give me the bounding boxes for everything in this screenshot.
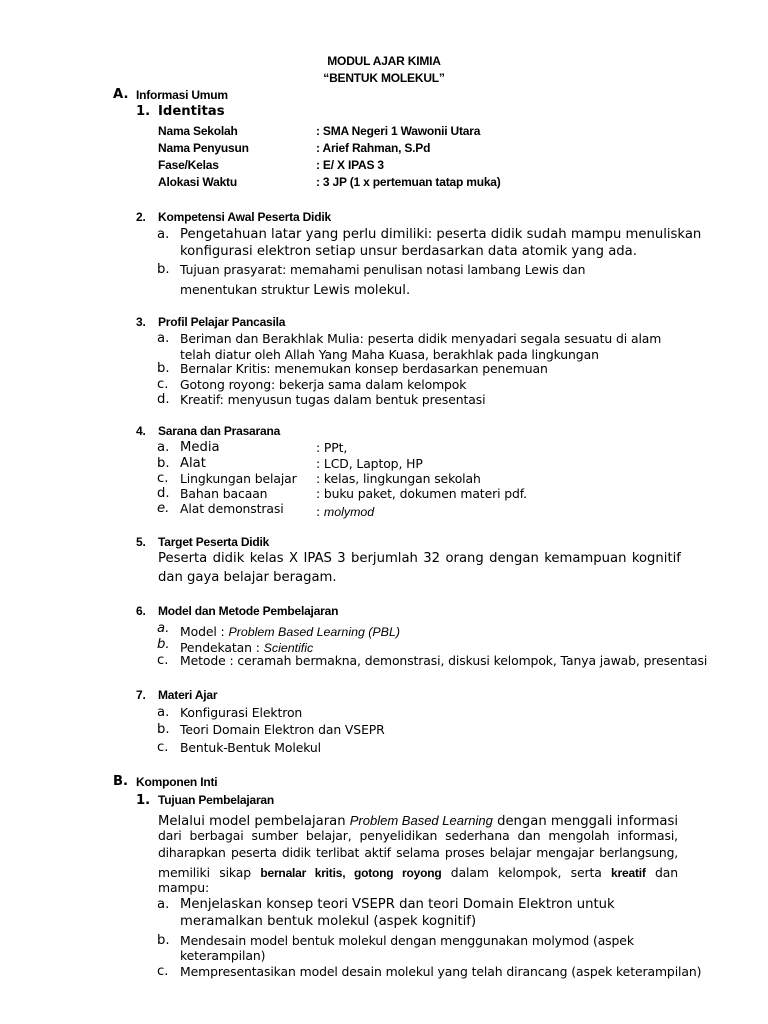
list-marker: e. — [157, 501, 170, 516]
list-item-text: Pengetahuan latar yang perlu dimiliki: peserta didik sudah mampu menuliskan — [180, 227, 702, 242]
list-item-text: Gotong royong: bekerja sama dalam kelompok — [180, 377, 467, 392]
list-marker: a. — [157, 621, 170, 636]
paragraph-text: memiliki sikap — [158, 865, 261, 880]
sarana-label: Lingkungan belajar — [180, 471, 297, 486]
list-marker: c. — [157, 471, 169, 486]
list-marker: d. — [157, 392, 170, 407]
tujuan-heading: Tujuan Pembelajaran — [158, 793, 275, 807]
list-item-text: Menjelaskan konsep teori VSEPR dan teori Domain Elektron untuk — [180, 897, 615, 912]
list-item-text: Kreatif: menyusun tugas dalam bentuk presentasi — [180, 392, 486, 407]
identitas-value: : E/ X IPAS 3 — [316, 158, 384, 172]
list-item-text — [180, 279, 410, 298]
profil-number: 3. — [136, 315, 146, 329]
list-item-text: Bentuk-Bentuk Molekul — [180, 740, 322, 755]
sarana-label: Alat — [180, 456, 206, 471]
section-a-title: Informasi Umum — [136, 88, 228, 102]
identitas-label: Nama Penyusun — [158, 141, 249, 155]
list-marker: c. — [157, 964, 169, 979]
sarana-value-colon: : — [316, 504, 324, 519]
paragraph-text-bold: bernalar kritis, gotong royong — [260, 866, 442, 880]
list-item-text: Beriman dan Berakhlak Mulia: peserta didik menyadari segala sesuatu di alam — [180, 331, 662, 346]
sarana-label: Media — [180, 440, 220, 455]
list-item-text-italic: Problem Based Learning (PBL) — [228, 625, 400, 639]
list-item-text: Mempresentasikan model desain molekul yang telah dirancang (aspek keterampilan) — [180, 964, 702, 979]
identitas-label: Fase/Kelas — [158, 158, 219, 172]
materi-number: 7. — [136, 688, 146, 702]
identitas-heading: Identitas — [158, 104, 225, 119]
tujuan-paragraph-line: dari berbagai sumber belajar, penyelidikan sederhana dan mengolah informasi, — [158, 828, 678, 843]
list-item-text-part: menentukan struktur — [180, 282, 314, 297]
section-a-letter: A. — [113, 87, 129, 102]
paragraph-text: dalam kelompok, serta — [441, 865, 612, 880]
list-marker: b. — [157, 262, 170, 277]
identitas-label: Nama Sekolah — [158, 124, 238, 138]
sarana-heading: Sarana dan Prasarana — [158, 424, 281, 438]
target-heading: Target Peserta Didik — [158, 535, 270, 549]
sarana-number: 4. — [136, 424, 146, 438]
tujuan-paragraph-line: mampu: — [158, 880, 210, 895]
list-marker: c. — [157, 653, 169, 668]
list-marker: a. — [157, 331, 170, 346]
list-item-text: keterampilan) — [180, 948, 266, 963]
list-marker: b. — [157, 637, 170, 652]
paragraph-text: Melalui model pembelajaran — [158, 814, 350, 829]
list-item-text: Tujuan prasyarat: memahami penulisan notasi lambang Lewis dan — [180, 262, 586, 277]
list-item-text-part: Lewis molekul. — [313, 283, 411, 298]
sarana-value — [316, 501, 374, 520]
paragraph-text-bold: kreatif — [611, 866, 646, 880]
tujuan-paragraph-line — [158, 810, 678, 829]
list-item-text: Mendesain model bentuk molekul dengan menggunakan molymod (aspek — [180, 933, 634, 948]
sarana-value: : kelas, lingkungan sekolah — [316, 471, 481, 486]
sarana-value: : PPt, — [316, 440, 348, 455]
list-marker: a. — [157, 897, 170, 912]
list-item-text: Konfigurasi Elektron — [180, 705, 303, 720]
list-marker: b. — [157, 361, 170, 376]
list-item-text: Bernalar Kritis: menemukan konsep berdasarkan penemuan — [180, 361, 548, 376]
sarana-label: Alat demonstrasi — [180, 501, 284, 516]
model-number: 6. — [136, 604, 146, 618]
list-marker: a. — [157, 227, 170, 242]
tujuan-number: 1. — [136, 793, 151, 808]
list-item-text: Metode : ceramah bermakna, demonstrasi, diskusi kelompok, Tanya jawab, presentasi — [180, 653, 708, 668]
kompetensi-heading: Kompetensi Awal Peserta Didik — [158, 210, 331, 224]
list-item-text: konfigurasi elektron setiap unsur berdasarkan data atomik yang ada. — [180, 244, 637, 259]
tujuan-paragraph-line: diharapkan peserta didik terlibat aktif selama proses belajar mengajar berlangsung, — [158, 845, 678, 860]
list-marker: b. — [157, 933, 170, 948]
sarana-value: : LCD, Laptop, HP — [316, 456, 423, 471]
target-text: Peserta didik kelas X IPAS 3 berjumlah 32 orang dengan kemampuan kognitif — [158, 551, 681, 566]
list-item-text: meramalkan bentuk molekul (aspek kognitif) — [180, 914, 477, 929]
paragraph-text-italic: Problem Based Learning — [349, 813, 493, 828]
kompetensi-number: 2. — [136, 210, 146, 224]
paragraph-text: dengan menggali informasi — [492, 814, 678, 829]
list-marker: c. — [157, 377, 169, 392]
list-item-text-italic: Scientific — [263, 641, 314, 655]
paragraph-text: dan — [645, 865, 678, 880]
list-item-text-part: Pendekatan : — [180, 640, 264, 655]
document-title: MODUL AJAR KIMIA — [327, 54, 441, 68]
tujuan-paragraph-line — [158, 862, 678, 881]
section-b-letter: B. — [113, 774, 129, 789]
identitas-label: Alokasi Waktu — [158, 175, 237, 189]
list-marker: a. — [157, 440, 170, 455]
document-subtitle: “BENTUK MOLEKUL” — [323, 71, 445, 85]
section-b-title: Komponen Inti — [136, 775, 218, 789]
materi-heading: Materi Ajar — [158, 688, 218, 702]
identitas-number: 1. — [136, 104, 151, 119]
identitas-value: : Arief Rahman, S.Pd — [316, 141, 431, 155]
sarana-value: : buku paket, dokumen materi pdf. — [316, 486, 527, 501]
list-marker: c. — [157, 740, 169, 755]
list-marker: a. — [157, 705, 170, 720]
sarana-label: Bahan bacaan — [180, 486, 268, 501]
list-item-text: telah diatur oleh Allah Yang Maha Kuasa, berakhlak pada lingkungan — [180, 347, 599, 362]
identitas-value: : 3 JP (1 x pertemuan tatap muka) — [316, 175, 501, 189]
identitas-value: : SMA Negeri 1 Wawonii Utara — [316, 124, 481, 138]
list-marker: b. — [157, 456, 170, 471]
target-text: dan gaya belajar beragam. — [158, 570, 337, 585]
target-number: 5. — [136, 535, 146, 549]
list-marker: b. — [157, 722, 170, 737]
list-item-text: Teori Domain Elektron dan VSEPR — [180, 722, 385, 737]
sarana-value-italic: molymod — [323, 505, 375, 519]
list-item-text-part: Model : — [180, 624, 229, 639]
list-marker: d. — [157, 486, 170, 501]
profil-heading: Profil Pelajar Pancasila — [158, 315, 286, 329]
model-heading: Model dan Metode Pembelajaran — [158, 604, 339, 618]
